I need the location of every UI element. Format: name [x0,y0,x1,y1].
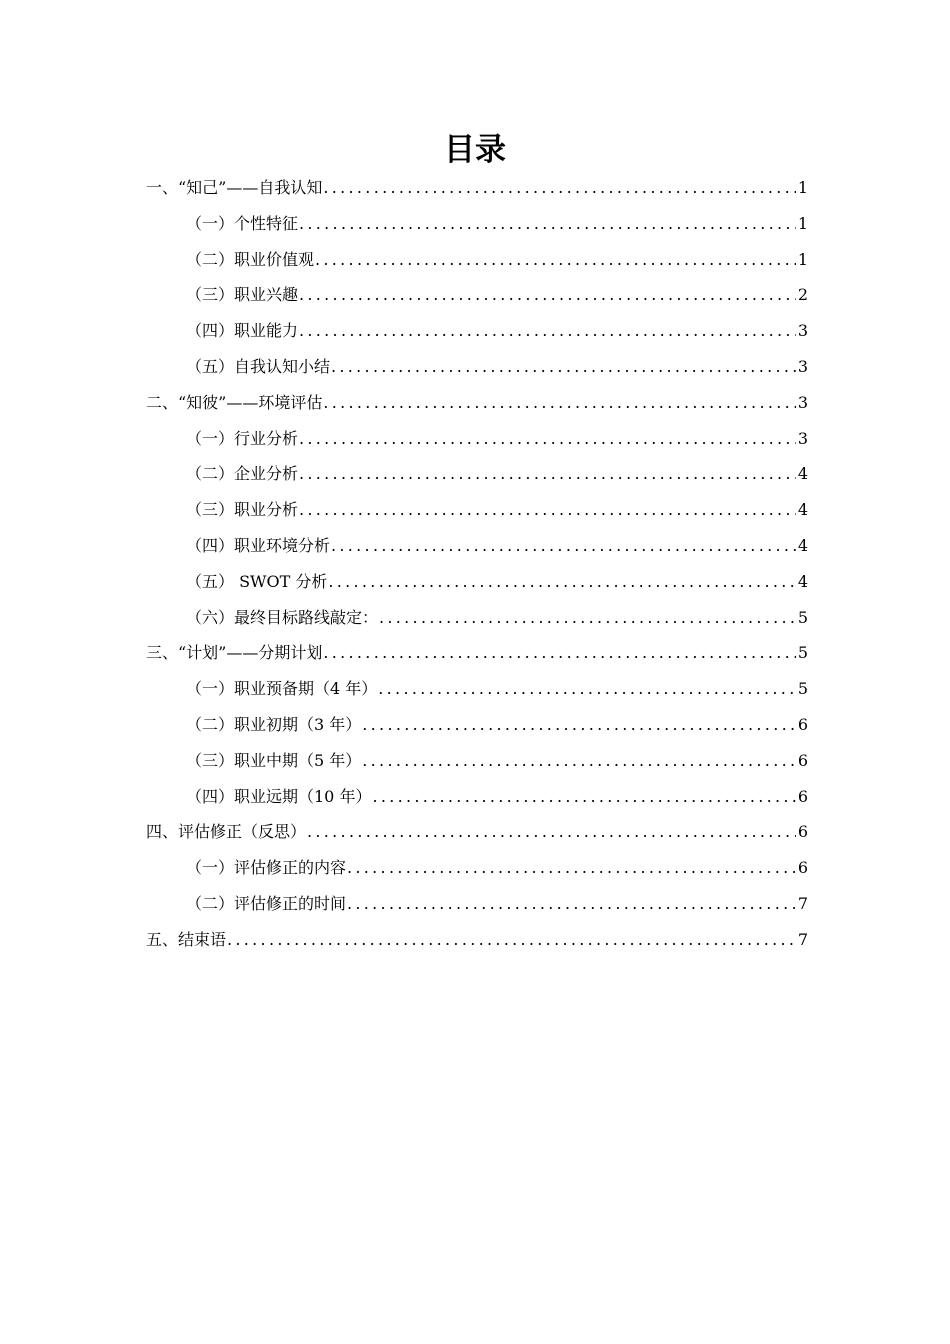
toc-entry-title: （三）职业兴趣 [186,285,299,305]
toc-page-number: 3 [797,356,808,376]
toc-page-number: 4 [797,464,808,484]
toc-dot-leader [346,886,796,922]
toc-entry[interactable] [146,242,808,278]
toc-dot-leader [322,170,795,206]
toc-dot-leader [322,635,795,671]
toc-dot-leader [346,850,796,886]
toc-entry-title: （二）职业价值观 [186,249,315,269]
toc-entry[interactable] [146,671,808,707]
toc-page-number: 7 [797,893,808,913]
toc-dot-leader [298,492,796,528]
toc-entry[interactable] [146,421,808,457]
toc-dot-leader [361,743,796,779]
toc-dot-leader [314,242,796,278]
toc-entry[interactable] [146,886,808,922]
toc-entry-title: （五） SWOT 分析 [186,571,328,591]
toc-dot-leader [298,206,796,242]
toc-page-number: 3 [797,428,808,448]
toc-entry-title: 一、“知己”——自我认知 [146,178,323,197]
toc-dot-leader [298,277,796,313]
toc-entry[interactable] [146,814,808,850]
toc-title: 目录 [444,132,506,168]
toc-page-number: 2 [797,285,808,305]
toc-entry-title: （二）职业初期（3 年） [186,714,362,734]
toc-dot-leader [298,421,796,457]
toc-page-number: 1 [797,213,808,233]
toc-entry-title: （四）职业远期（10 年） [186,786,372,806]
toc-entry-title: 二、“知彼”——环境评估 [146,392,323,412]
toc-entry-title: （一）职业预备期（4 年） [186,679,378,699]
toc-entry[interactable] [146,170,808,206]
toc-entry-title: （四）职业环境分析 [186,535,331,555]
toc-dot-leader [330,349,796,385]
toc-page-number: 6 [797,750,808,770]
toc-page-number: 6 [797,822,808,842]
toc-entry[interactable] [146,528,808,564]
toc-dot-leader [298,456,796,492]
toc-entry[interactable] [146,564,808,600]
toc-entry[interactable] [146,600,808,636]
toc-dot-leader [226,922,796,958]
toc-entry-title: 三、“计划”——分期计划 [146,643,323,663]
toc-entry-title: 四、评估修正（反思） [146,822,307,842]
toc-entry[interactable] [146,456,808,492]
toc-dot-leader [306,814,796,850]
toc-page-number: 3 [797,392,808,412]
toc-dot-leader [298,313,796,349]
toc-entry[interactable] [146,206,808,242]
toc-entry-title: （五）自我认知小结 [186,356,331,376]
toc-dot-leader [377,671,796,707]
toc-entry[interactable] [146,349,808,385]
toc-entry-title: （一）行业分析 [186,428,299,448]
toc-entry[interactable] [146,635,808,671]
toc-page-number: 6 [797,786,808,806]
toc-entry-title: （三）职业中期（5 年） [186,750,362,770]
toc-page-number: 4 [797,500,808,520]
toc-page-number: 3 [797,321,808,341]
toc-page-number: 4 [797,571,808,591]
toc-dot-leader [378,600,796,636]
toc-dot-leader [327,564,795,600]
toc-entry-title: （四）职业能力 [186,321,299,341]
toc-page-number: 1 [797,249,808,269]
table-of-contents [146,170,808,958]
toc-entry-title: （二）评估修正的时间 [186,893,347,913]
toc-entry[interactable] [146,492,808,528]
toc-page-number: 6 [797,714,808,734]
toc-entry[interactable] [146,850,808,886]
toc-entry[interactable] [146,779,808,815]
toc-page-number: 4 [797,535,808,555]
toc-page-number: 5 [797,679,808,699]
toc-entry[interactable] [146,922,808,958]
toc-entry-title: （三）职业分析 [186,500,299,520]
toc-dot-leader [330,528,796,564]
toc-entry-title: （六）最终目标路线敲定： [186,607,379,627]
toc-page-number: 5 [797,643,808,663]
toc-page-number: 7 [797,929,808,949]
toc-entry[interactable] [146,743,808,779]
toc-dot-leader [322,385,795,421]
toc-entry-title: （一）评估修正的内容 [186,858,347,878]
toc-entry-title: 五、结束语 [146,929,227,949]
toc-entry[interactable] [146,313,808,349]
toc-entry[interactable] [146,277,808,313]
toc-entry[interactable] [146,385,808,421]
toc-page-number: 1 [797,178,808,197]
toc-page-number: 5 [797,607,808,627]
toc-entry-title: （二）企业分析 [186,464,299,484]
toc-entry-title: （一）个性特征 [186,213,299,233]
toc-entry[interactable] [146,707,808,743]
toc-dot-leader [371,779,795,815]
toc-dot-leader [361,707,796,743]
toc-page-number: 6 [797,858,808,878]
